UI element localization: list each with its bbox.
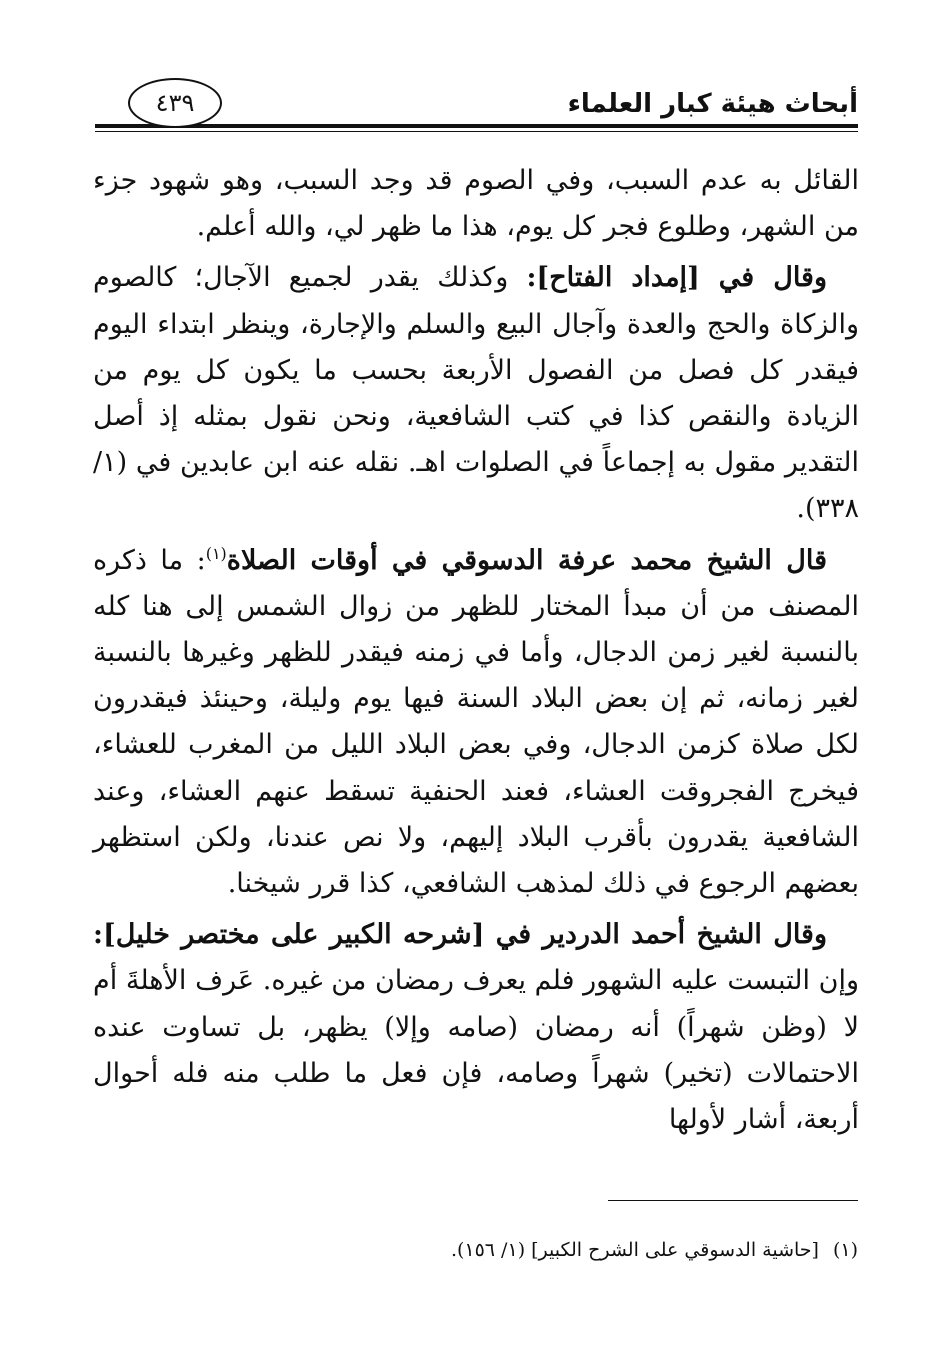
paragraph-text: وإن التبست عليه الشهور فلم يعرف رمضان من غيره. عَرف الأهلةَ أم لا (وظن شهراً) أنه رمضان (صامه وإلا) يظهر، بل تساوت عنده الاحتمالات (تخير) شهراً وصامه، فإن فعل ما طلب منه فله أحوال أربعة، أشار لأولها xyxy=(93,965,859,1136)
page-number-oval xyxy=(128,78,222,128)
paragraph-text: : ما ذكره المصنف من أن مبدأ المختار للظهر من زوال الشمس إلى هنا كله بالنسبة لغير زمن الدجال، وأما في زمنه فيقدر للظهر وغيرها بالنسبة لغير زمانه، ثم إن بعض البلاد السنة فيها يوم وليلة، وحينئذ فيقدرون لكل صلاة كزمن الدجال، وفي بعض البلاد الليل من المغرب للعشاء، فيخرج الفجروقت العشاء، فعند الحنفية تسقط عنهم العشاء، وعند الشافعية يقدرون بأقرب البلاد إليهم، ولا نص عندنا، ولكن استظهر بعضهم الرجوع في ذلك لمذهب الشافعي، كذا قرر شيخنا. xyxy=(93,544,859,900)
page-header xyxy=(95,78,858,138)
body-text xyxy=(93,158,859,1148)
footnote-number: (١) xyxy=(832,1239,858,1261)
footnote-reference: (١) xyxy=(205,543,227,563)
paragraph-1 xyxy=(93,158,859,250)
paragraph-lead: وقال في [إمداد الفتاح]: xyxy=(526,262,827,294)
running-title: أبحاث هيئة كبار العلماء xyxy=(567,89,858,119)
footnote-text: [حاشية الدسوقي على الشرح الكبير] (١/ ١٥٦). xyxy=(450,1239,819,1261)
header-rule-thick xyxy=(95,124,858,128)
paragraph-lead: قال الشيخ محمد عرفة الدسوقي في أوقات الصلاة xyxy=(226,544,827,576)
paragraph-4 xyxy=(93,912,859,1143)
paragraph-3 xyxy=(93,538,859,908)
paragraph-2 xyxy=(93,255,859,532)
paragraph-lead: وقال الشيخ أحمد الدردير في [شرحه الكبير على مختصر خليل]: xyxy=(93,919,827,951)
paragraph-text: وكذلك يقدر لجميع الآجال؛ كالصوم والزكاة والحج والعدة وآجال البيع والسلم والإجارة، وينظر ابتداء اليوم فيقدر كل فصل من الفصول الأربعة بحسب ما يكون كل يوم من الزيادة والنقص كذا في كتب الشافعية، ونحن نقول بمثله إذ أصل التقدير مقول به إجماعاً في الصلوات اهـ. نقله عنه ابن عابدين في (١/ ٣٣٨). xyxy=(93,262,859,525)
paragraph-text: القائل به عدم السبب، وفي الصوم قد وجد السبب، وهو شهود جزء من الشهر، وطلوع فجر كل يوم، هذا ما ظهر لي، والله أعلم. xyxy=(93,165,859,243)
footnote-separator xyxy=(608,1200,858,1201)
page-number: ٤٣٩ xyxy=(155,89,195,117)
header-rule-thin xyxy=(95,131,858,132)
footnote xyxy=(258,1236,858,1264)
